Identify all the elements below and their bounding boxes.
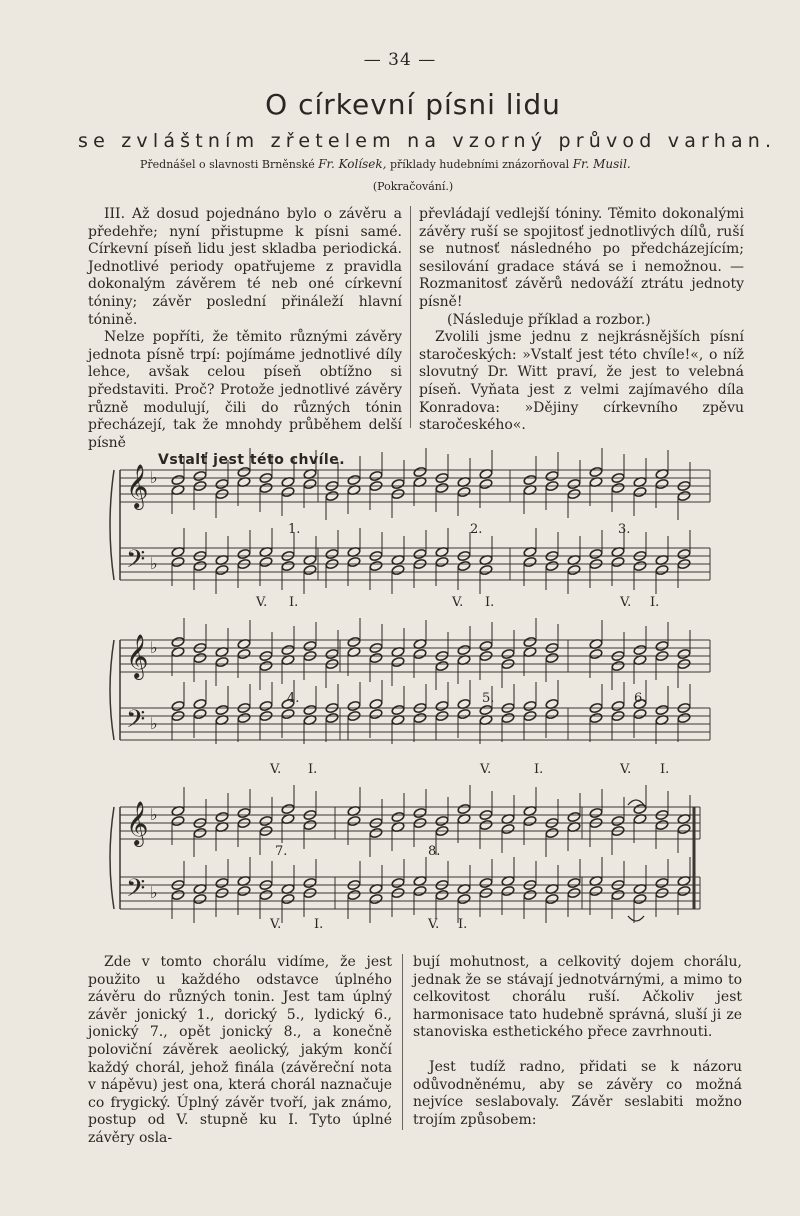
note [215, 811, 229, 822]
note [281, 644, 295, 655]
note [589, 807, 603, 818]
system-brace [110, 470, 114, 580]
note [237, 885, 251, 896]
note [259, 660, 273, 671]
scale-degree-label: I. [314, 917, 324, 932]
note [611, 482, 625, 493]
note [611, 889, 625, 900]
note [369, 827, 383, 838]
note [171, 889, 185, 900]
music-labels [255, 522, 669, 932]
note [677, 712, 691, 723]
note [171, 700, 185, 711]
note [435, 660, 449, 671]
cadence-number: 8. [428, 844, 441, 859]
note [435, 815, 449, 826]
note [171, 815, 185, 826]
scale-degree-label: I. [650, 595, 660, 610]
note [193, 893, 207, 904]
note [259, 889, 273, 900]
note [567, 811, 581, 822]
note [655, 877, 669, 888]
note [303, 819, 317, 830]
note [611, 556, 625, 567]
note [413, 648, 427, 659]
note [435, 482, 449, 493]
note [237, 648, 251, 659]
note [589, 548, 603, 559]
note [391, 478, 405, 489]
note [435, 889, 449, 900]
note [567, 478, 581, 489]
note [633, 803, 647, 814]
note [281, 708, 295, 719]
note [281, 486, 295, 497]
note [677, 490, 691, 501]
paragraph: bují mohutnost, a celkovitý dojem chorálu, jednak že se stávají jednotvárnými, a mimo to celkovitost chorálu ruší. Ačkoliv jest harmonisace tato hudebně správná, sluší ji ze stanoviska esthetického přece zavrhnouti. [413, 954, 742, 1041]
note [369, 708, 383, 719]
lower-right-column [413, 954, 742, 1129]
note [655, 478, 669, 489]
note [325, 548, 339, 559]
note [589, 712, 603, 723]
system-brace [110, 640, 114, 740]
cadence-number: 7. [275, 844, 288, 859]
credit-lead: Přednášel o slavnosti Brněnské [140, 158, 319, 171]
flat-icon: ♭ [150, 714, 158, 733]
note [589, 466, 603, 477]
note [457, 803, 471, 814]
column-divider [402, 954, 403, 1130]
treble-clef-icon: 𝄞 [126, 801, 149, 845]
note [633, 708, 647, 719]
note [369, 893, 383, 904]
note [303, 877, 317, 888]
note [237, 466, 251, 477]
note [567, 564, 581, 575]
note [193, 652, 207, 663]
note [413, 885, 427, 896]
note [347, 815, 361, 826]
note [237, 712, 251, 723]
note [347, 700, 361, 711]
note [259, 815, 273, 826]
paragraph: (Následuje příklad a rozbor.) [447, 311, 651, 328]
system-brace [110, 807, 114, 909]
note [611, 815, 625, 826]
note [589, 648, 603, 659]
note [523, 815, 537, 826]
note [479, 564, 493, 575]
note [215, 877, 229, 888]
cadence-number: 6. [634, 691, 647, 706]
page-number: — 34 — [363, 50, 437, 70]
note [303, 704, 317, 715]
flat-icon: ♭ [150, 468, 158, 487]
note [391, 656, 405, 667]
treble-clef-icon: 𝄞 [126, 634, 149, 678]
note [413, 548, 427, 559]
note [523, 889, 537, 900]
note [523, 556, 537, 567]
note [413, 712, 427, 723]
flat-icon: ♭ [150, 805, 158, 824]
note [413, 466, 427, 477]
note [655, 704, 669, 715]
note [479, 640, 493, 651]
scale-degree-label: I. [485, 595, 495, 610]
article-subtitle: se zvláštním zřetelem na vzorný průvod varhan. [78, 130, 777, 152]
note [479, 819, 493, 830]
note [545, 827, 559, 838]
scale-degree-label: I. [458, 917, 468, 932]
scale-degree-label: V. [256, 595, 268, 610]
note [325, 712, 339, 723]
note [215, 564, 229, 575]
cadence-number: 3. [618, 522, 631, 537]
paragraph: Nelze popříti, že těmito různými závěry jednota písně trpí: pojímáme jednotlivé díly lehce, avšak celou píseň obtížno si představiti. Proč? Protože jednotlivé závěry různě modulují, čili do různých tónin přecházejí, tak že mnohdy průběhem delší písně [88, 329, 402, 451]
scale-degree-label: V. [452, 595, 464, 610]
note [237, 807, 251, 818]
note [171, 636, 185, 647]
note [655, 819, 669, 830]
note [325, 490, 339, 501]
note [281, 803, 295, 814]
note [655, 564, 669, 575]
article-title: O církevní písni lidu [265, 88, 561, 121]
note [325, 648, 339, 659]
note [567, 877, 581, 888]
note [369, 652, 383, 663]
bass-clef-icon: 𝄢 [126, 874, 146, 909]
cadence-number: 5. [482, 691, 495, 706]
note [347, 474, 361, 485]
note [633, 560, 647, 571]
note [259, 482, 273, 493]
note [633, 644, 647, 655]
cadence-number: 2. [470, 522, 483, 537]
note [391, 877, 405, 888]
note [193, 827, 207, 838]
note [545, 652, 559, 663]
paragraph: Jest tudíž radno, přidati se k názoru odůvodněnému, aby se závěry co možná nejvíce seslabovaly. Závěr seslabiti možno trojím způsobem: [413, 1058, 742, 1128]
flat-icon: ♭ [150, 554, 158, 573]
credit-mid: příklady hudebními znázorňoval [386, 158, 573, 171]
note [501, 712, 515, 723]
music-example-title: Vstalť jest této chvíle. [158, 452, 346, 468]
flat-icon: ♭ [150, 638, 158, 657]
bass-clef-icon: 𝄢 [126, 545, 146, 580]
note [215, 656, 229, 667]
note [193, 708, 207, 719]
credit-author: Fr. Kolísek, [318, 157, 387, 171]
paragraph: III. Až dosud pojednáno bylo o závěru a předehře; nyní přistupme k písni samé. Církevní píseň lidu jest skladba periodická. Jednotlivé periody opatřujeme z pravidla dokonalým závěrem té neb oné církevní tóniny; závěr poslední přináleží hlavní tónině. [88, 206, 402, 328]
paragraph: Zde v tomto chorálu vidíme, že jest použito u každého odstavce úplného závěru do různých tonin. Jest tam úplný závěr jonický 1., dorický 5., lydický 6., jonický 7., opět jonický 8., a konečně poloviční závěrek aeolický, jakým končí každý chorál, jehož finála (závěreční nota v nápěvu) jest ona, která chorál naznačuje co frygický. Úplný závěr tvoří, jak známo, postup od V. stupně ku I. Tyto úplné závěry osla- [88, 954, 392, 1146]
continued-note: (Pokračování.) [372, 180, 454, 193]
note [611, 660, 625, 671]
note [435, 556, 449, 567]
scale-degree-label: I. [534, 762, 544, 777]
scale-degree-label: I. [660, 762, 670, 777]
note [413, 807, 427, 818]
note [677, 823, 691, 834]
scale-degree-label: I. [289, 595, 299, 610]
note [303, 640, 317, 651]
note [545, 893, 559, 904]
note [545, 470, 559, 481]
bass-clef-icon: 𝄢 [126, 705, 146, 740]
scale-degree-label: V. [270, 917, 282, 932]
note [633, 893, 647, 904]
note [501, 823, 515, 834]
note [391, 811, 405, 822]
fermata-icon [628, 916, 644, 921]
note [347, 556, 361, 567]
note [171, 556, 185, 567]
flat-icon: ♭ [150, 883, 158, 902]
note [677, 548, 691, 559]
note [677, 885, 691, 896]
scale-degree-label: V. [620, 762, 632, 777]
note [369, 470, 383, 481]
note [215, 478, 229, 489]
note [259, 700, 273, 711]
note [589, 885, 603, 896]
note [479, 704, 493, 715]
scale-degree-label: V. [620, 595, 632, 610]
cadence-number: 4. [287, 691, 300, 706]
treble-clef-icon: 𝄞 [126, 464, 149, 508]
note [347, 636, 361, 647]
credit-musician: Fr. Musil. [572, 157, 631, 171]
note [435, 700, 449, 711]
scale-degree-label: V. [428, 917, 440, 932]
note [457, 486, 471, 497]
note [347, 889, 361, 900]
scale-degree-label: I. [308, 762, 318, 777]
note [281, 560, 295, 571]
note [479, 478, 493, 489]
note [545, 560, 559, 571]
note [215, 704, 229, 715]
note [369, 560, 383, 571]
note [457, 893, 471, 904]
note [457, 708, 471, 719]
lower-left-column [88, 954, 392, 1148]
note [501, 648, 515, 659]
note [259, 556, 273, 567]
note [303, 478, 317, 489]
note [457, 560, 471, 571]
note [391, 704, 405, 715]
note [545, 708, 559, 719]
note [171, 474, 185, 485]
scale-degree-label: V. [480, 762, 492, 777]
paragraph: Zvolili jsme jednu z nejkrásnějších písní staročeských: »Vstalť jest této chvíle!«, o níž slovutný Dr. Witt praví, že jest to velebná píseň. Vyňata jest z velmi zajímavého díla Konradova: »Dějiny církevního zpěvu staročeského«. [419, 329, 744, 434]
note [611, 700, 625, 711]
cadence-number: 1. [288, 522, 301, 537]
note [655, 640, 669, 651]
note [303, 564, 317, 575]
note [193, 560, 207, 571]
note [281, 893, 295, 904]
paragraph: převládají vedlejší tóniny. Těmito dokonalými závěry ruší se spojitosť jednotlivých dílů, ruší se nutnosť následného po předcházejícím; sesilování gradace stává se i nemožnou. — Rozmanitosť závěrů nedováží ztrátu jednoty písně! [419, 206, 744, 310]
scale-degree-label: V. [270, 762, 282, 777]
note [633, 486, 647, 497]
note [523, 474, 537, 485]
note [523, 636, 537, 647]
note [457, 644, 471, 655]
note [237, 548, 251, 559]
note [523, 700, 537, 711]
note [193, 470, 207, 481]
note [677, 648, 691, 659]
note [391, 564, 405, 575]
note [501, 885, 515, 896]
note [479, 877, 493, 888]
